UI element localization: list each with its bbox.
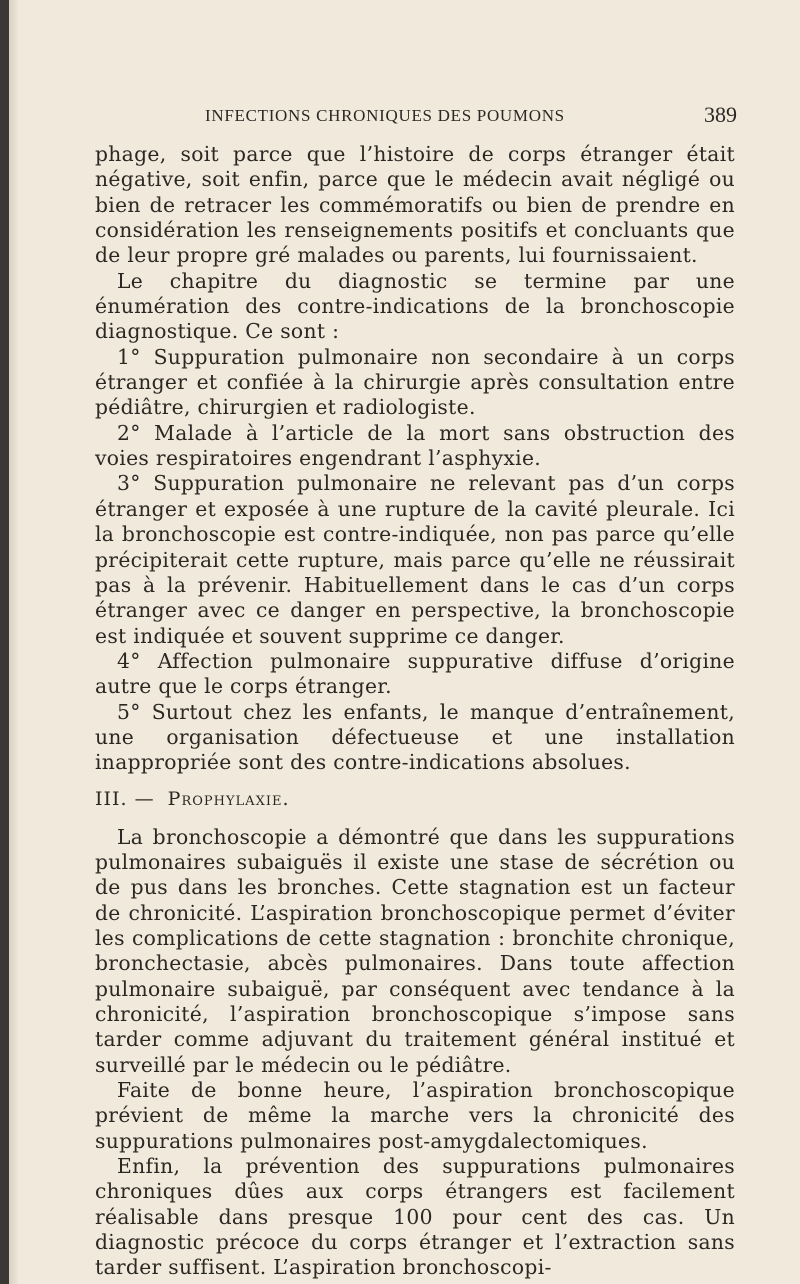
paragraph-prophylaxis-1: La bronchoscopie a démontré que dans les suppurations pulmonaires subaiguës il existe une stase de sécrétion ou de pus dans les bronches. Cette stagnation est un facteur de chronicité. L’aspiration bronchoscopique permet d’éviter les complications de cette stagnation : bronchite chronique, bronchectasie, abcès pulmonaires. Dans toute affection pulmonaire subaiguë, par conséquent avec tendance à la chronicité, l’aspiration bronchoscopique s’impose sans tarder comme adjuvant du traitement général institué et surveillé par le médecin ou le pédiâtre.: [95, 824, 735, 1077]
page-text: [95, 142, 735, 1281]
running-title: INFECTIONS CHRONIQUES DES POUMONS: [205, 106, 565, 125]
page-binding-edge: [0, 0, 18, 1284]
section-heading: [95, 776, 735, 825]
paragraph-continuation: phage, soit parce que l’histoire de corps étranger était négative, soit enfin, parce que le médecin avait négligé ou bien de retracer les commémoratifs ou bien de prendre en considération les renseignements positifs et concluants que de leur propre gré malades ou parents, lui fournissaient.: [95, 142, 735, 268]
paragraph-prophylaxis-3: Enfin, la prévention des suppurations pulmonaires chroniques dûes aux corps étrangers est facilement réalisable dans presque 100 pour cent des cas. Un diagnostic précoce du corps étranger et l’extraction sans tarder suffisent. L’aspiration bronchoscopi-: [95, 1154, 735, 1280]
list-item-contraindication-2: 2° Malade à l’article de la mort sans obstruction des voies respiratoires engendrant l’asphyxie.: [95, 420, 735, 471]
section-number: III. —: [95, 787, 155, 810]
section-title: Prophylaxie.: [167, 787, 290, 810]
page-number: 389: [704, 102, 737, 127]
list-item-contraindication-4: 4° Affection pulmonaire suppurative diffuse d’origine autre que le corps étranger.: [95, 648, 735, 699]
paragraph-prophylaxis-2: Faite de bonne heure, l’aspiration bronchoscopique prévient de même la marche vers la chronicité des suppurations pulmonaires post-amygdalectomiques.: [95, 1078, 735, 1153]
running-header: [95, 98, 735, 132]
paragraph-contraindications-intro: Le chapitre du diagnostic se termine par une énumération des contre-indications de la bronchoscopie diagnostique. Ce sont :: [95, 268, 735, 344]
book-page: [95, 98, 737, 1280]
list-item-contraindication-1: 1° Suppuration pulmonaire non secondaire à un corps étranger et confiée à la chirurgie après consultation entre pédiâtre, chirurgien et radiologiste.: [95, 344, 735, 420]
list-item-contraindication-5: 5° Surtout chez les enfants, le manque d’entraînement, une organisation défectueuse et une installation inappropriée sont des contre-indications absolues.: [95, 699, 735, 775]
list-item-contraindication-3: 3° Suppuration pulmonaire ne relevant pas d’un corps étranger et exposée à une rupture de la cavité pleurale. Ici la bronchoscopie est contre-indiquée, non pas parce qu’elle précipiterait cette rupture, mais parce qu’elle ne réussirait pas à la prévenir. Habituellement dans le cas d’un corps étranger avec ce danger en perspective, la bronchoscopie est indiquée et souvent supprime ce danger.: [95, 471, 735, 648]
